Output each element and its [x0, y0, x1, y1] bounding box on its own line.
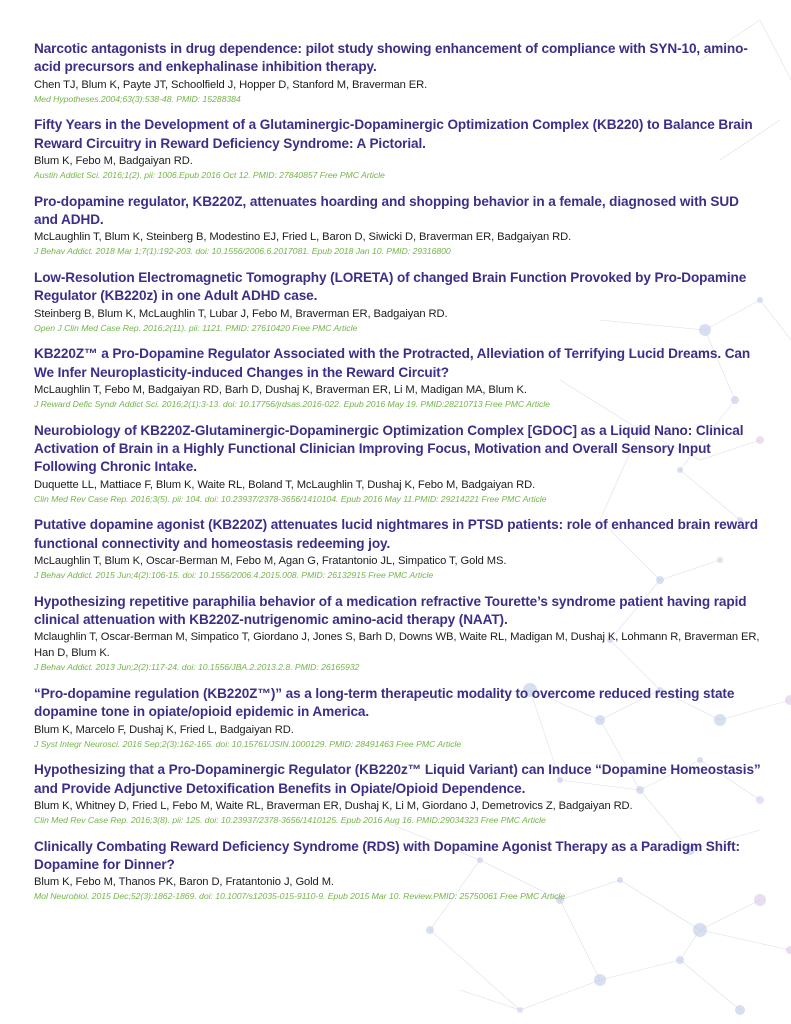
reference-title[interactable]: Narcotic antagonists in drug dependence: pilot study showing enhancement of compliance with SYN-10, amino-acid precursors and enkephalinase inhibition therapy.: [34, 41, 748, 75]
reference-citation: Austin Addict Sci. 2016;1(2). pii: 1006.Epub 2016 Oct 12. PMID: 27840857 Free PMC Article: [34, 170, 385, 181]
reference-citation: J Behav Addict. 2015 Jun;4(2):106-15. doi: 10.1556/2006.4.2015.008. PMID: 26132915 Free PMC Article: [34, 570, 434, 581]
reference-authors: Blum K, Marcelo F, Dushaj K, Fried L, Badgaiyan RD.: [34, 723, 294, 736]
reference-authors: McLaughlin T, Blum K, Oscar-Berman M, Febo M, Agan G, Fratantonio JL, Simpatico T, Gold MS.: [34, 555, 507, 568]
reference-authors: Duquette LL, Mattiace F, Blum K, Waite RL, Boland T, McLaughlin T, Dushaj K, Febo M, Badgaiyan RD.: [34, 478, 536, 491]
list-item: [34, 422, 762, 506]
reference-title[interactable]: Low-Resolution Electromagnetic Tomography (LORETA) of changed Brain Function Provoked by Pro-Dopamine Regulator (KB220z) in one Adult ADHD case.: [34, 269, 747, 304]
reference-title[interactable]: Pro-dopamine regulator, KB220Z, attenuates hoarding and shopping behavior in a female, diagnosed with SUD and ADHD.: [34, 193, 739, 228]
reference-authors: McLaughlin T, Febo M, Badgaiyan RD, Barh D, Dushaj K, Braverman ER, Li M, Madigan MA, Blum K.: [34, 384, 527, 397]
reference-title[interactable]: Putative dopamine agonist (KB220Z) attenuates lucid nightmares in PTSD patients: role of enhanced brain reward functional connectivity and homeostasis redeeming joy.: [34, 517, 758, 551]
reference-citation: J Syst Integr Neurosci. 2016 Sep;2(3):162-165. doi: 10.15761/JSIN.1000129. PMID: 28491463 Free PMC Article: [34, 738, 462, 749]
list-item: [34, 838, 762, 904]
reference-citation: J Reward Defic Syndr Addict Sci. 2016;2(1):3-13. doi: 10.17756/jrdsas.2016-022. Epub 2016 May 19. PMID:28210713 Free PMC Article: [34, 399, 550, 410]
reference-authors: McLaughlin T, Blum K, Steinberg B, Modestino EJ, Fried L, Baron D, Siwicki D, Braverman ER, Badgaiyan RD.: [34, 231, 572, 244]
reference-citation: Open J Clin Med Case Rep. 2016;2(11). pii: 1121. PMID: 27610420 Free PMC Article: [34, 322, 358, 333]
reference-authors: Blum K, Febo M, Thanos PK, Baron D, Fratantonio J, Gold M.: [34, 876, 334, 889]
reference-title[interactable]: KB220Z™ a Pro-Dopamine Regulator Associated with the Protracted, Alleviation of Terrifying Lucid Dreams. Can We Infer Neuroplasticity-induced Changes in the Reward Circuit?: [34, 346, 751, 380]
reference-citation: Mol Neurobiol. 2015 Dec;52(3):1862-1869. doi: 10.1007/s12035-015-9110-9. Epub 2015 Mar 10. Review.PMID: 25750061 Free PMC Article: [34, 891, 566, 902]
reference-title[interactable]: Hypothesizing that a Pro-Dopaminergic Regulator (KB220z™ Liquid Variant) can Induce “Dopamine Homeostasis” and Provide Adjunctive Detoxification Benefits in Opiate/Opioid Dependence.: [34, 762, 761, 796]
reference-title[interactable]: “Pro-dopamine regulation (KB220Z™)” as a long-term therapeutic modality to overcome reduced resting state dopamine tone in opiate/opioid epidemic in America.: [34, 685, 735, 720]
reference-citation: Med Hypotheses.2004;63(3):538-48. PMID: 15288384: [34, 93, 241, 104]
reference-title[interactable]: Neurobiology of KB220Z-Glutaminergic-Dopaminergic Optimization Complex [GDOC] as a Liquid Nano: Clinical Activation of Brain in a Highly Functional Clinician Improving Focus, Motivation and Overall Sensory Input Following Chronic Intake.: [34, 422, 744, 475]
reference-authors: Blum K, Febo M, Badgaiyan RD.: [34, 155, 193, 168]
list-item: [34, 516, 762, 582]
reference-authors: Mclaughlin T, Oscar-Berman M, Simpatico T, Giordano J, Jones S, Barh D, Downs WB, Waite RL, Madigan M, Dushaj K, Lohmann R, Braverman ER, Han D, Blum K.: [34, 631, 760, 660]
list-item: [34, 593, 762, 675]
reference-authors: Chen TJ, Blum K, Payte JT, Schoolfield J, Hopper D, Stanford M, Braverman ER.: [34, 78, 428, 91]
reference-list: [34, 40, 762, 914]
reference-title[interactable]: Hypothesizing repetitive paraphilia behavior of a medication refractive Tourette’s syndrome patient having rapid clinical attenuation with KB220Z-nutrigenomic amino-acid therapy (NAAT).: [34, 593, 747, 627]
list-item: [34, 761, 762, 827]
reference-title[interactable]: Clinically Combating Reward Deficiency Syndrome (RDS) with Dopamine Agonist Therapy as a Paradigm Shift: Dopamine for Dinner?: [34, 838, 740, 872]
list-item: [34, 269, 762, 335]
reference-citation: J Behav Addict. 2013 Jun;2(2):117-24. doi: 10.1556/JBA.2.2013.2.8. PMID: 26165932: [34, 662, 360, 673]
reference-title[interactable]: Fifty Years in the Development of a Glutaminergic-Dopaminergic Optimization Complex (KB220) to Balance Brain Reward Circuitry in Reward Deficiency Syndrome: A Pictorial.: [34, 117, 753, 151]
reference-citation: J Behav Addict. 2018 Mar 1;7(1):192-203. doi: 10.1556/2006.6.2017081. Epub 2018 Jan 10. PMID: 29316800: [34, 246, 451, 257]
list-item: [34, 685, 762, 751]
reference-authors: Blum K, Whitney D, Fried L, Febo M, Waite RL, Braverman ER, Dushaj K, Li M, Giordano J, Demetrovics Z, Badgaiyan RD.: [34, 800, 633, 813]
list-item: [34, 40, 762, 106]
reference-citation: Clin Med Rev Case Rep. 2016;3(8). pii: 125. doi: 10.23937/2378-3656/1410125. Epub 2016 Aug 16. PMID:29034323 Free PMC Article: [34, 815, 546, 826]
list-item: [34, 116, 762, 182]
reference-citation: Clin Med Rev Case Rep. 2016;3(5). pii: 104. doi: 10.23937/2378-3656/1410104. Epub 2016 May 11.PMID: 29214221 Free PMC Article: [34, 493, 547, 504]
list-item: [34, 193, 762, 259]
list-item: [34, 345, 762, 411]
reference-authors: Steinberg B, Blum K, McLaughlin T, Lubar J, Febo M, Braverman ER, Badgaiyan RD.: [34, 307, 448, 320]
